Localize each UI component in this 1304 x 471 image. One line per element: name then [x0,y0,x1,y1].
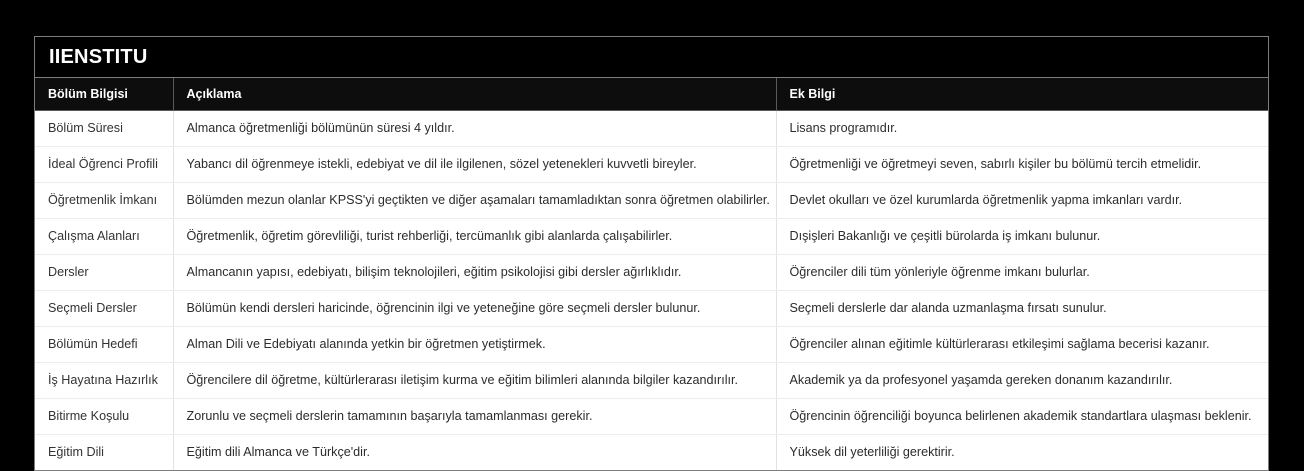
cell-aciklama: Bölümden mezun olanlar KPSS'yi geçtikten ve diğer aşamaları tamamladıktan sonra öğretmen olabilirler. [173,183,776,219]
cell-aciklama: Zorunlu ve seçmeli derslerin tamamının başarıyla tamamlanması gerekir. [173,399,776,435]
table-row [35,435,1268,471]
table-header [35,78,1268,111]
cell-aciklama: Bölümün kendi dersleri haricinde, öğrencinin ilgi ve yeteneğine göre seçmeli dersler bulunur. [173,291,776,327]
cell-bolum-bilgisi: Dersler [35,255,173,291]
cell-aciklama: Almancanın yapısı, edebiyatı, bilişim teknolojileri, eğitim psikolojisi gibi dersler ağırlıklıdır. [173,255,776,291]
brand-logo: IIENSTITU [49,46,148,68]
cell-bolum-bilgisi: İş Hayatına Hazırlık [35,363,173,399]
info-table [35,78,1268,470]
cell-bolum-bilgisi: Bölümün Hedefi [35,327,173,363]
cell-ek-bilgi: Öğrenciler dili tüm yönleriyle öğrenme imkanı bulurlar. [776,255,1268,291]
cell-ek-bilgi: Yüksek dil yeterliliği gerektirir. [776,435,1268,471]
cell-bolum-bilgisi: Öğretmenlik İmkanı [35,183,173,219]
table-row [35,327,1268,363]
cell-ek-bilgi: Öğretmenliği ve öğretmeyi seven, sabırlı kişiler bu bölümü tercih etmelidir. [776,147,1268,183]
brand-bar [35,37,1268,78]
table-row [35,219,1268,255]
cell-aciklama: Yabancı dil öğrenmeye istekli, edebiyat ve dil ile ilgilenen, sözel yetenekleri kuvvetli bireyler. [173,147,776,183]
column-header-aciklama: Açıklama [173,78,776,111]
table-row [35,363,1268,399]
cell-ek-bilgi: Seçmeli derslerle dar alanda uzmanlaşma fırsatı sunulur. [776,291,1268,327]
cell-ek-bilgi: Devlet okulları ve özel kurumlarda öğretmenlik yapma imkanları vardır. [776,183,1268,219]
cell-bolum-bilgisi: Bitirme Koşulu [35,399,173,435]
cell-bolum-bilgisi: Çalışma Alanları [35,219,173,255]
cell-aciklama: Alman Dili ve Edebiyatı alanında yetkin bir öğretmen yetiştirmek. [173,327,776,363]
info-table-container [34,36,1269,471]
cell-aciklama: Eğitim dili Almanca ve Türkçe'dir. [173,435,776,471]
column-header-bolum-bilgisi: Bölüm Bilgisi [35,78,173,111]
cell-ek-bilgi: Dışişleri Bakanlığı ve çeşitli bürolarda iş imkanı bulunur. [776,219,1268,255]
column-header-ek-bilgi: Ek Bilgi [776,78,1268,111]
cell-ek-bilgi: Öğrencinin öğrenciliği boyunca belirlenen akademik standartlara ulaşması beklenir. [776,399,1268,435]
cell-bolum-bilgisi: İdeal Öğrenci Profili [35,147,173,183]
table-row [35,255,1268,291]
cell-aciklama: Öğretmenlik, öğretim görevliliği, turist rehberliği, tercümanlık gibi alanlarda çalışabilirler. [173,219,776,255]
table-row [35,111,1268,147]
table-row [35,291,1268,327]
cell-ek-bilgi: Akademik ya da profesyonel yaşamda gereken donanım kazandırılır. [776,363,1268,399]
table-row [35,147,1268,183]
cell-bolum-bilgisi: Eğitim Dili [35,435,173,471]
cell-ek-bilgi: Lisans programıdır. [776,111,1268,147]
cell-aciklama: Almanca öğretmenliği bölümünün süresi 4 yıldır. [173,111,776,147]
table-row [35,183,1268,219]
cell-bolum-bilgisi: Seçmeli Dersler [35,291,173,327]
cell-bolum-bilgisi: Bölüm Süresi [35,111,173,147]
cell-ek-bilgi: Öğrenciler alınan eğitimle kültürlerarası etkileşimi sağlama becerisi kazanır. [776,327,1268,363]
table-header-row [35,78,1268,111]
table-body [35,111,1268,471]
cell-aciklama: Öğrencilere dil öğretme, kültürlerarası iletişim kurma ve eğitim bilimleri alanında bilgiler kazandırılır. [173,363,776,399]
table-row [35,399,1268,435]
